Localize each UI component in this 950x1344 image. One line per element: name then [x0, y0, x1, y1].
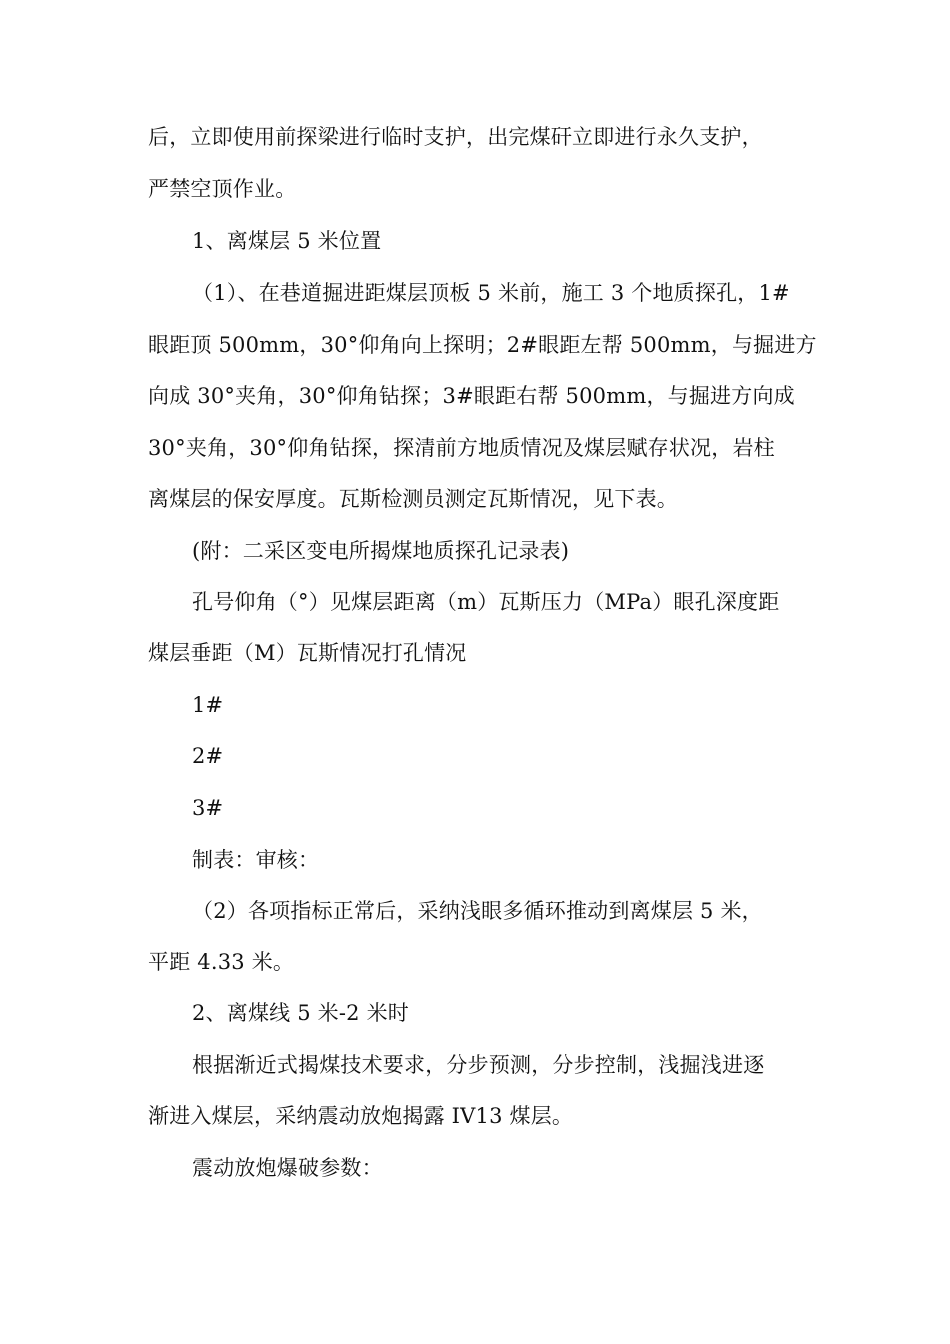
- paragraph-line: 平距 4.33 米。: [148, 950, 295, 974]
- table-caption: (附：二采区变电所揭煤地质探孔记录表): [192, 539, 570, 563]
- paragraph-line: 离煤层的保安厚度。瓦斯检测员测定瓦斯情况，见下表。: [148, 487, 678, 511]
- paragraph-line: 向成 30°夹角，30°仰角钻探；3#眼距右帮 500mm，与掘进方向成: [148, 384, 795, 408]
- paragraph-line: 根据渐近式揭煤技术要求，分步预测，分步控制，浅掘浅进逐: [192, 1053, 765, 1077]
- paragraph-line: 眼距顶 500mm，30°仰角向上探明；2#眼距左帮 500mm，与掘进方: [148, 333, 817, 357]
- table-row-label: 1#: [192, 693, 224, 717]
- section-heading: 1、离煤层 5 米位置: [192, 229, 382, 253]
- paragraph-line: 震动放炮爆破参数：: [192, 1156, 383, 1180]
- table-header-line: 孔号仰角（°）见煤层距离（m）瓦斯压力（MPa）眼孔深度距: [192, 590, 780, 614]
- paragraph-line: （2）各项指标正常后，采纳浅眼多循环推动到离煤层 5 米，: [192, 899, 763, 923]
- table-row-label: 2#: [192, 744, 224, 768]
- paragraph-line: 后，立即使用前探梁进行临时支护，出完煤矸立即进行永久支护，: [148, 125, 763, 149]
- paragraph-line: 渐进入煤层，采纳震动放炮揭露 IV13 煤层。: [148, 1104, 574, 1128]
- table-header-line: 煤层垂距（M）瓦斯情况打孔情况: [148, 641, 467, 665]
- paragraph-line: （1）、在巷道掘进距煤层顶板 5 米前，施工 3 个地质探孔，1#: [192, 281, 790, 305]
- paragraph-line: 30°夹角，30°仰角钻探，探清前方地质情况及煤层赋存状况，岩柱: [148, 436, 775, 460]
- section-heading: 2、离煤线 5 米-2 米时: [192, 1001, 410, 1025]
- table-row-label: 3#: [192, 796, 224, 820]
- table-signature-line: 制表：审核：: [192, 848, 320, 872]
- paragraph-line: 严禁空顶作业。: [148, 177, 297, 201]
